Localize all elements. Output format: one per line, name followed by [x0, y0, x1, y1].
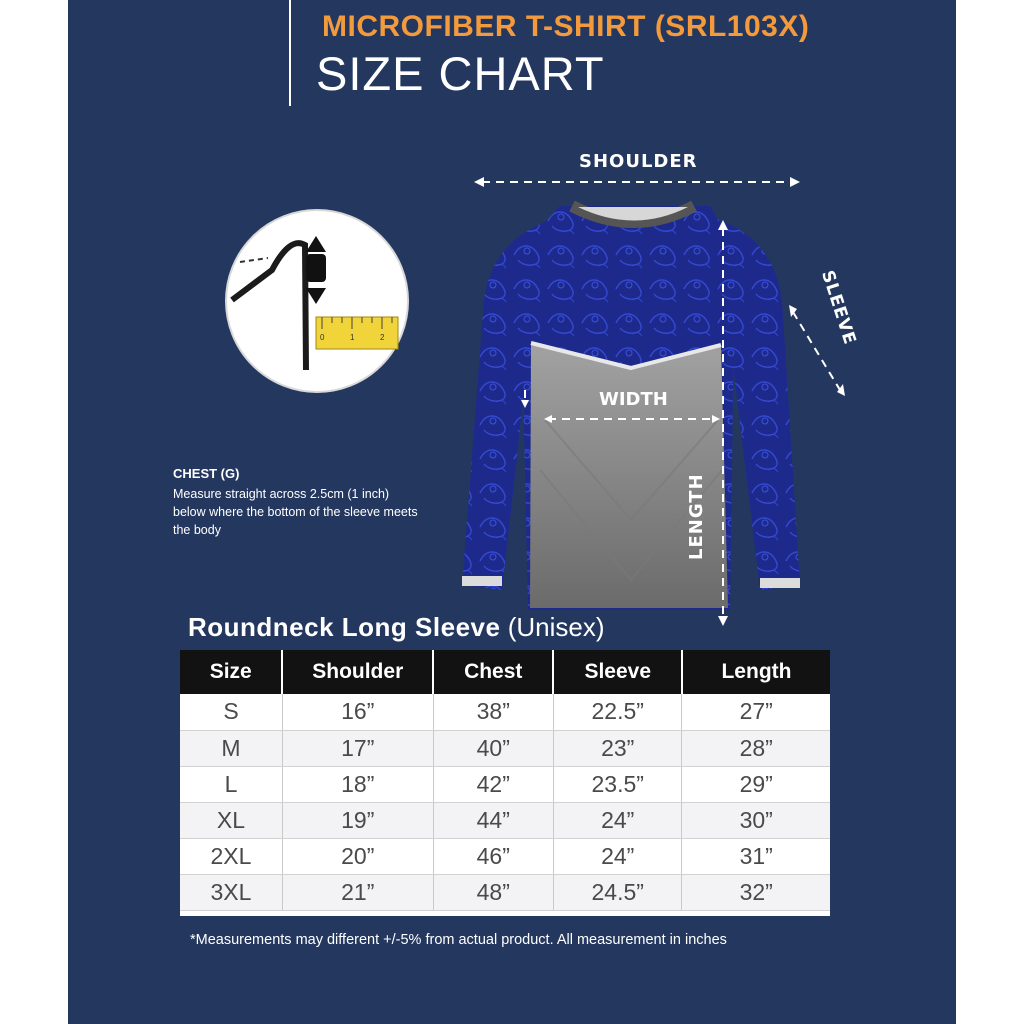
- table-cell: 32”: [682, 874, 830, 910]
- table-cell: 46”: [433, 838, 553, 874]
- table-cell: 23.5”: [553, 766, 681, 802]
- table-cell: 48”: [433, 874, 553, 910]
- table-cell: 18”: [282, 766, 433, 802]
- sleeve-label: SLEEVE: [816, 268, 860, 348]
- column-header: Shoulder: [282, 650, 433, 694]
- ruler-tick-0: 0: [320, 333, 325, 342]
- column-header: Length: [721, 660, 792, 683]
- table-cell: S: [180, 694, 282, 730]
- chest-note-title: CHEST (G): [173, 466, 240, 481]
- table-cell: 40”: [433, 730, 553, 766]
- width-label: WIDTH: [599, 389, 668, 410]
- table-cell: 22.5”: [553, 694, 681, 730]
- chest-note-description: Measure straight across 2.5cm (1 inch) below where the bottom of the sleeve meets the body: [173, 487, 418, 537]
- table-cell: 3XL: [180, 874, 282, 910]
- table-cell: 2XL: [180, 838, 282, 874]
- table-cell: 16”: [282, 694, 433, 730]
- size-table: [180, 650, 830, 916]
- table-cell: 44”: [433, 802, 553, 838]
- length-label: LENGTH: [686, 473, 707, 560]
- table-cell: 21”: [282, 874, 433, 910]
- table-cell: 42”: [433, 766, 553, 802]
- table-row: [180, 766, 830, 802]
- table-heading-normal: (Unisex): [507, 612, 605, 642]
- ruler-tick-2: 2: [380, 333, 385, 342]
- column-header: Sleeve: [553, 650, 681, 694]
- table-cell: XL: [180, 802, 282, 838]
- table-cell: 31”: [682, 838, 830, 874]
- table-row: [180, 838, 830, 874]
- table-cell: L: [180, 766, 282, 802]
- table-cell: 28”: [682, 730, 830, 766]
- table-cell: M: [180, 730, 282, 766]
- table-row: [180, 802, 830, 838]
- table-cell: 29”: [682, 766, 830, 802]
- footnote: *Measurements may different +/-5% from actual product. All measurement in inches: [190, 932, 727, 948]
- page-title: SIZE CHART: [316, 47, 605, 100]
- shoulder-label: SHOULDER: [579, 151, 698, 172]
- product-title: MICROFIBER T-SHIRT (SRL103X): [322, 10, 810, 43]
- table-heading: [188, 612, 604, 643]
- table-cell: 24”: [553, 838, 681, 874]
- table-row: [180, 730, 830, 766]
- table-header-row: [180, 650, 830, 694]
- table-cell: 23”: [553, 730, 681, 766]
- table-heading-bold: Roundneck Long Sleeve: [188, 612, 501, 642]
- table-cell: 24.5”: [553, 874, 681, 910]
- table-cell: 38”: [433, 694, 553, 730]
- column-header: Chest: [433, 650, 553, 694]
- table-cell: 30”: [682, 802, 830, 838]
- table-row: [180, 694, 830, 730]
- table-cell: 24”: [553, 802, 681, 838]
- table-cell: 27”: [682, 694, 830, 730]
- table-cell: 20”: [282, 838, 433, 874]
- ruler: [316, 317, 398, 349]
- table-row: [180, 874, 830, 910]
- table-cell: 17”: [282, 730, 433, 766]
- table-cell: 19”: [282, 802, 433, 838]
- column-header: Size: [180, 650, 282, 694]
- ruler-tick-1: 1: [350, 333, 355, 342]
